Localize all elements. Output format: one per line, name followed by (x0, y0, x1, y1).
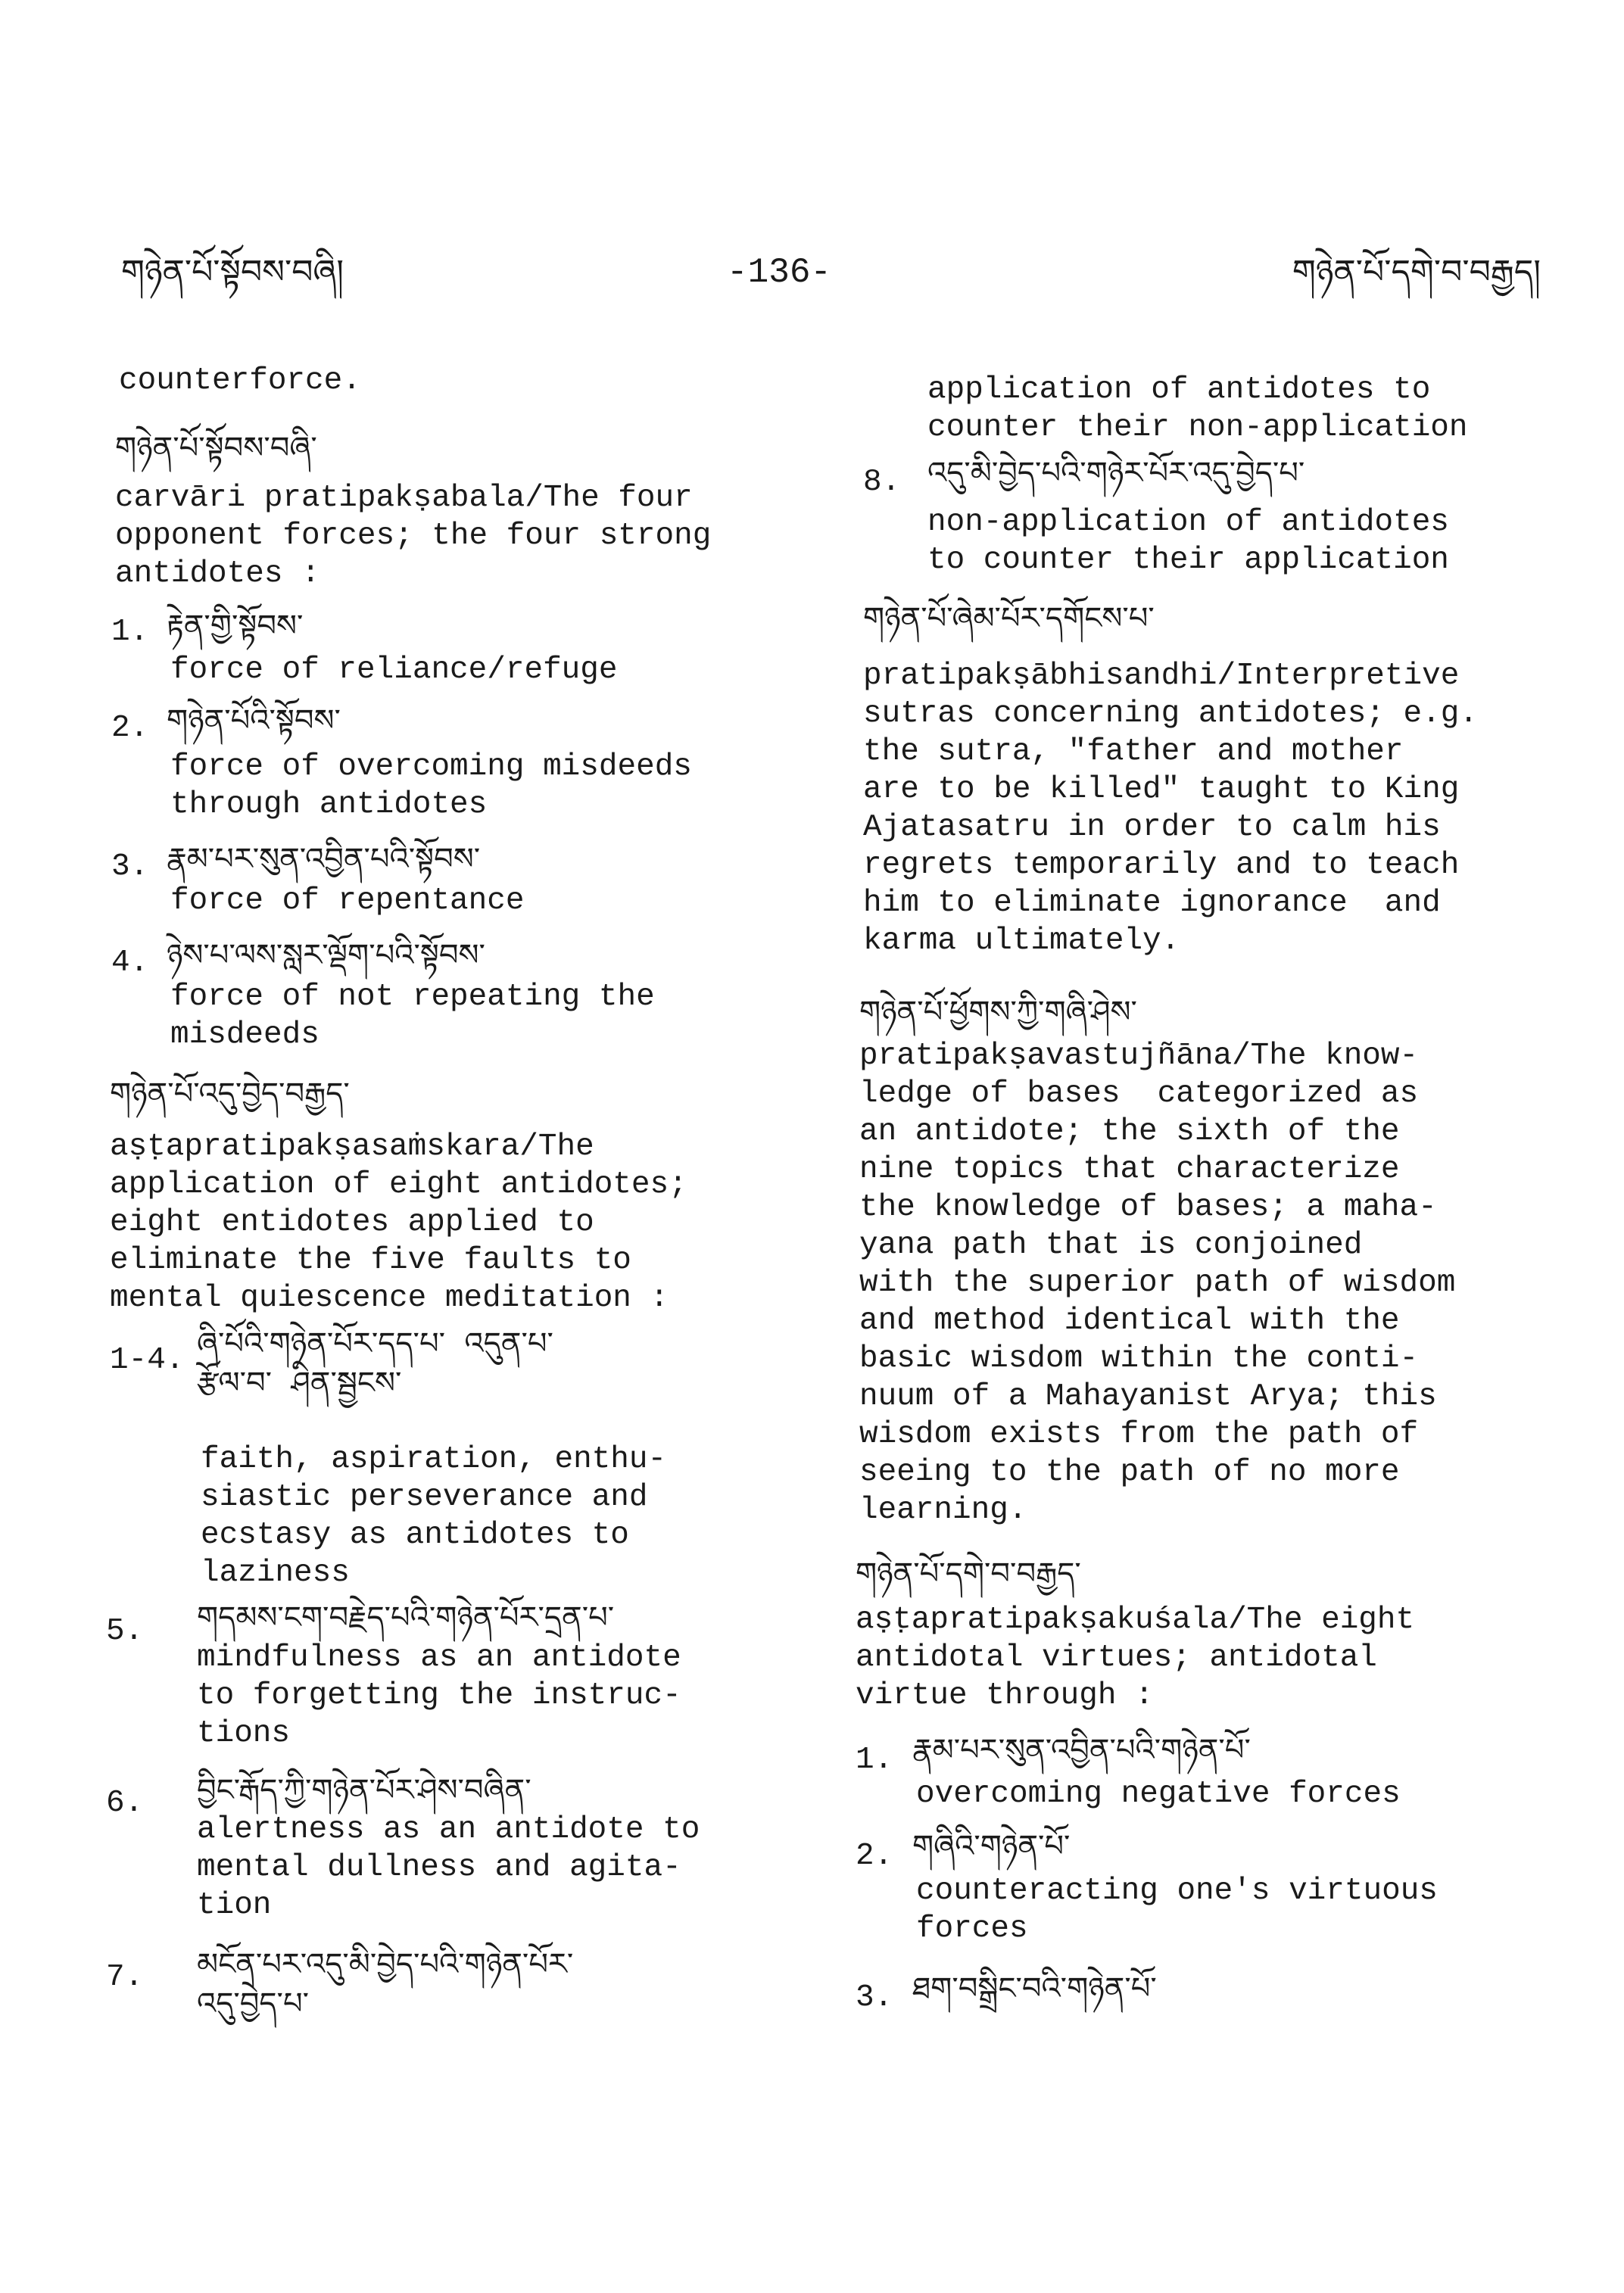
entry-definition-line: with the superior path of wisdom (859, 1266, 1456, 1301)
entry-headword-tibetan: གཉེན་པོ་ཕྱོགས་ཀྱི་གཞི་ཤེས་ (859, 995, 1137, 1030)
item-gloss: faith, aspiration, enthu- (201, 1442, 667, 1477)
item-gloss: ecstasy as antidotes to (201, 1518, 629, 1553)
entry-definition-line: karma ultimately. (863, 924, 1180, 958)
item-tibetan: གཉེན་པོའི་སྟོབས་ (167, 703, 341, 738)
item-tibetan: ཐག་བསྒྲིང་བའི་གཉེན་པོ་ (912, 1971, 1157, 2006)
item-number: 5. (106, 1614, 144, 1649)
entry-definition-line: yana path that is conjoined (859, 1228, 1363, 1263)
item-tibetan: ཉེས་པ་ལས་སླར་ལྡོག་པའི་སྟོབས་ (167, 938, 485, 973)
item-gloss: tion (197, 1888, 272, 1923)
item-gloss: to counter their application (927, 543, 1449, 578)
entry-definition-line: carvāri pratipakṣabala/The four (115, 481, 693, 516)
item-number: 1. (856, 1743, 893, 1777)
entry-definition-line: pratipakṣābhisandhi/Interpretive (863, 659, 1460, 693)
entry-headword-tibetan: གཉེན་པོ་སྟོབས་བཞི་ (115, 431, 317, 466)
entry-definition-line: basic wisdom within the conti- (859, 1341, 1419, 1376)
item-tibetan: རྟེན་གྱི་སྟོབས་ (167, 609, 304, 643)
item-gloss: alertness as an antidote to (197, 1812, 700, 1847)
item-tibetan: གཞིའི་གཉེན་པོ་ (912, 1829, 1071, 1864)
item-gloss: force of reliance/refuge (170, 653, 618, 687)
entry-definition-line: virtue through : (856, 1678, 1154, 1713)
entry-definition-line: an antidote; the sixth of the (859, 1114, 1400, 1149)
entry-definition-line: regrets temporarily and to teach (863, 848, 1460, 883)
entry-definition-line: nine topics that characterize (859, 1152, 1400, 1187)
item-gloss: overcoming negative forces (916, 1777, 1401, 1812)
entry-definition-line: aṣṭapratipakṣasaṁskara/The (110, 1129, 594, 1164)
item-gloss: forces (916, 1911, 1028, 1946)
item-gloss: misdeeds (170, 1017, 320, 1052)
entry-definition-line: pratipakṣavastujñāna/The know- (859, 1039, 1419, 1073)
item-gloss: siastic perseverance and (201, 1480, 648, 1515)
entry-definition-line: sutras concerning antidotes; e.g. (863, 696, 1478, 731)
item-number: 3. (111, 849, 149, 884)
entry-headword-tibetan: གཉེན་པོ་དགེ་བ་བརྒྱད་ (856, 1556, 1081, 1591)
item-tibetan: བྱིང་རྒོད་ཀྱི་གཉེན་པོར་ཤེས་བཞིན་ (197, 1773, 531, 1808)
item-number: 7. (106, 1960, 144, 1995)
entry-definition-line: antidotal virtues; antidotal (856, 1640, 1377, 1675)
item-tibetan: འདུ་མི་བྱེད་པའི་གཉེར་པོར་འདུ་བྱེད་པ་ (927, 456, 1305, 491)
page-number: -136- (727, 253, 832, 292)
entry-definition-line: the sutra, "father and mother (863, 734, 1404, 769)
entry-definition-line: eliminate the five faults to (110, 1243, 631, 1278)
item-gloss: mental dullness and agita- (197, 1850, 681, 1885)
item-gloss: to forgetting the instruc- (197, 1678, 681, 1713)
item-number: 2. (856, 1839, 893, 1874)
entry-definition-line: opponent forces; the four strong (115, 519, 712, 553)
continuation-text: counterforce. (119, 363, 361, 398)
entry-definition-line: seeing to the path of no more (859, 1455, 1400, 1490)
item-number: 6. (106, 1786, 144, 1821)
entry-definition-line: application of eight antidotes; (110, 1167, 687, 1202)
entry-definition-line: wisdom exists from the path of (859, 1417, 1419, 1452)
item-tibetan: འདུ་བྱེད་པ་ (197, 1986, 309, 2021)
continuation-text: counter their non-application (927, 410, 1468, 445)
entry-definition-line: and method identical with the (859, 1304, 1400, 1338)
item-gloss: force of not repeating the (170, 980, 655, 1014)
running-head-left: གཉེན་པོ་སྟོབས་བཞི། (121, 253, 344, 291)
item-tibetan: ཞི་པོའི་གཉེན་པོར་དད་པ་ འདུན་པ་ (197, 1326, 553, 1361)
entry-definition-line: him to eliminate ignorance and (863, 886, 1441, 921)
entry-definition-line: Ajatasatru in order to calm his (863, 810, 1441, 845)
item-tibetan: གདམས་ངག་བརྗེད་པའི་གཉེན་པོར་དྲན་པ་ (197, 1600, 615, 1635)
item-gloss: tions (197, 1716, 291, 1751)
entry-definition-line: nuum of a Mahayanist Arya; this (859, 1379, 1437, 1414)
item-tibetan: རྩོལ་བ་ ཤིན་སྦྱངས་ (197, 1366, 402, 1400)
item-gloss: mindfulness as an antidote (197, 1640, 681, 1675)
entry-definition-line: mental quiescence meditation : (110, 1281, 669, 1316)
entry-headword-tibetan: གཉེན་པོ་ཞེམ་པོར་དགོངས་པ་ (863, 601, 1155, 636)
entry-definition-line: eight entidotes applied to (110, 1205, 594, 1240)
item-gloss: force of overcoming misdeeds (170, 749, 692, 784)
entry-definition-line: are to be killed" taught to King (863, 772, 1460, 807)
running-head-right: གཉེན་པོ་དགེ་བ་བརྒྱད། (1292, 253, 1541, 291)
item-gloss: counteracting one's virtuous (916, 1874, 1438, 1908)
item-tibetan: རྣམ་པར་སུན་འབྱིན་པའི་གཉེན་པོ་ (912, 1733, 1251, 1768)
item-number: 1. (111, 615, 149, 650)
item-number: 3. (856, 1980, 893, 2015)
entry-definition-line: antidotes : (115, 556, 320, 591)
continuation-text: application of antidotes to (927, 372, 1431, 407)
item-gloss: through antidotes (170, 787, 488, 822)
entry-headword-tibetan: གཉེན་པོ་འདུ་བྱེད་བརྒྱད་ (110, 1076, 350, 1111)
entry-definition-line: the knowledge of bases; a maha- (859, 1190, 1437, 1225)
item-gloss: laziness (201, 1556, 350, 1590)
item-number: 8. (863, 465, 901, 500)
entry-definition-line: learning. (859, 1493, 1027, 1528)
item-tibetan: རྣམ་པར་སུན་འབྱིན་པའི་སྟོབས་ (167, 842, 481, 877)
item-number: 2. (111, 711, 149, 746)
item-tibetan: མངོན་པར་འདུ་མི་བྱེད་པའི་གཉེན་པོར་ (197, 1947, 574, 1982)
item-number: 4. (111, 946, 149, 980)
item-gloss: force of repentance (170, 883, 525, 918)
entry-definition-line: ledge of bases categorized as (859, 1076, 1419, 1111)
entry-definition-line: aṣṭapratipakṣakuśala/The eight (856, 1603, 1415, 1637)
item-gloss: non-application of antidotes (927, 505, 1449, 540)
item-number: 1-4. (110, 1343, 185, 1378)
